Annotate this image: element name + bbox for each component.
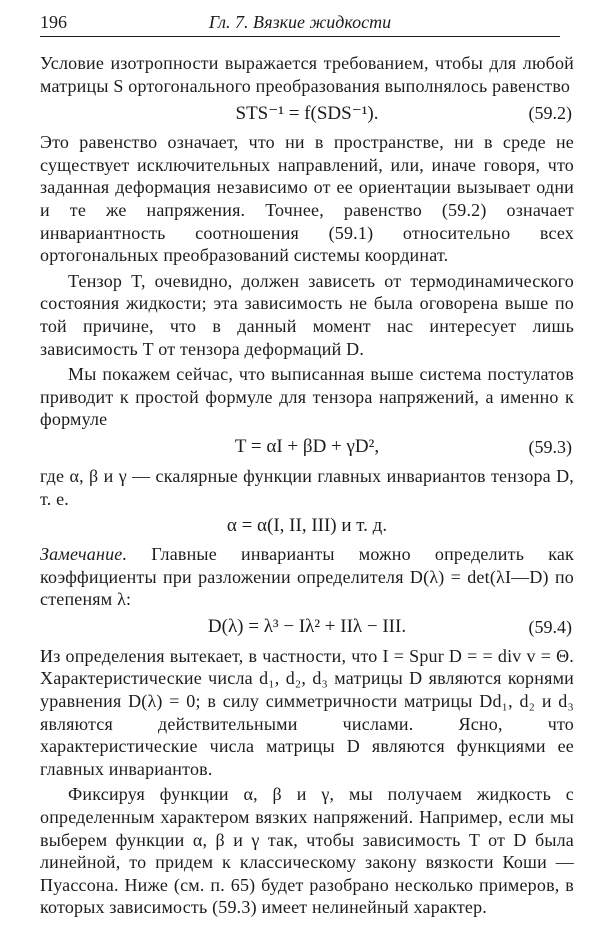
paragraph-fixing: Фиксируя функции α, β и γ, мы получаем жидкость с определенным характером вязких напряжений. Например, если мы выберем функции α, β и γ так, чтобы зависимость T от D была линейной, то придем к классическому закону вязкости Коши — Пуассона. Ниже (см. п. 65) будет разобрано несколько примеров, в которых зависимость (59.3) имеет нелинейный характер. [40, 784, 574, 918]
page-header [40, 8, 560, 34]
equation-59-3 [40, 431, 574, 465]
paragraph-scalars: где α, β и γ — скалярные функции главных инвариантов тензора D, т. е. [40, 465, 574, 509]
equation-formula: STS⁻¹ = f(SDS⁻¹). [235, 103, 379, 125]
equation-formula: D(λ) = λ³ − Iλ² + IIλ − III. [207, 615, 407, 637]
equation-formula: T = αI + βD + γD², [234, 435, 380, 457]
remark-text: Главные инварианты можно определить как коэффициенты при разложении определителя D(λ) = det(λI—D) по степеням λ: [40, 544, 575, 610]
equation-alpha [40, 510, 574, 540]
paragraph-meaning: Это равенство означает, что ни в пространстве, ни в среде не существует исключительных направлений, или, иначе говоря, что заданная деформация независимо от ее ориентации вызывает одни и те же напряжения. Точнее, равенство (59.2) означает инвариантность соотношения (59.1) относительно всех ортогональных преобразований системы координат. [40, 132, 574, 266]
paragraph-characteristic: Из определения вытекает, в частности, что I = Spur D = = div v = Θ. Характеристические числа d₁, d₂, d₃ матрицы D являются корнями уравнения D(λ) = 0; в силу симметричности матрицы Dd₁, d₂ и d₃ являются действительными числами. Ясно, что характеристические числа матрицы D являются функциями ее главных инвариантов. [40, 645, 574, 779]
remark-label: Замечание. [40, 544, 128, 565]
page-body [40, 52, 574, 919]
header-rule [40, 36, 560, 37]
equation-59-2 [40, 97, 574, 131]
paragraph-tensor: Тензор T, очевидно, должен зависеть от термодинамического состояния жидкости; эта зависимость не была оговорена выше по той причине, что в данный момент нас интересует лишь зависимость T от тензора деформаций D. [40, 270, 574, 359]
equation-number: (59.4) [528, 616, 572, 637]
equation-number: (59.3) [528, 436, 572, 457]
equation-number: (59.2) [528, 103, 572, 124]
paragraph-postulates: Мы покажем сейчас, что выписанная выше система постулатов приводит к простой формуле для тензора напряжений, а именно к формуле [40, 364, 574, 430]
page-number: 196 [40, 12, 67, 32]
paragraph-isotropy: Условие изотропности выражается требованием, чтобы для любой матрицы S ортогонального преобразования выполнялось равенство [40, 53, 574, 96]
equation-formula: α = α(I, II, III) и т. д. [226, 515, 388, 537]
paragraph-remark [40, 543, 574, 611]
equation-59-4 [40, 611, 574, 645]
running-head: Гл. 7. Вязкие жидкости [208, 12, 392, 32]
